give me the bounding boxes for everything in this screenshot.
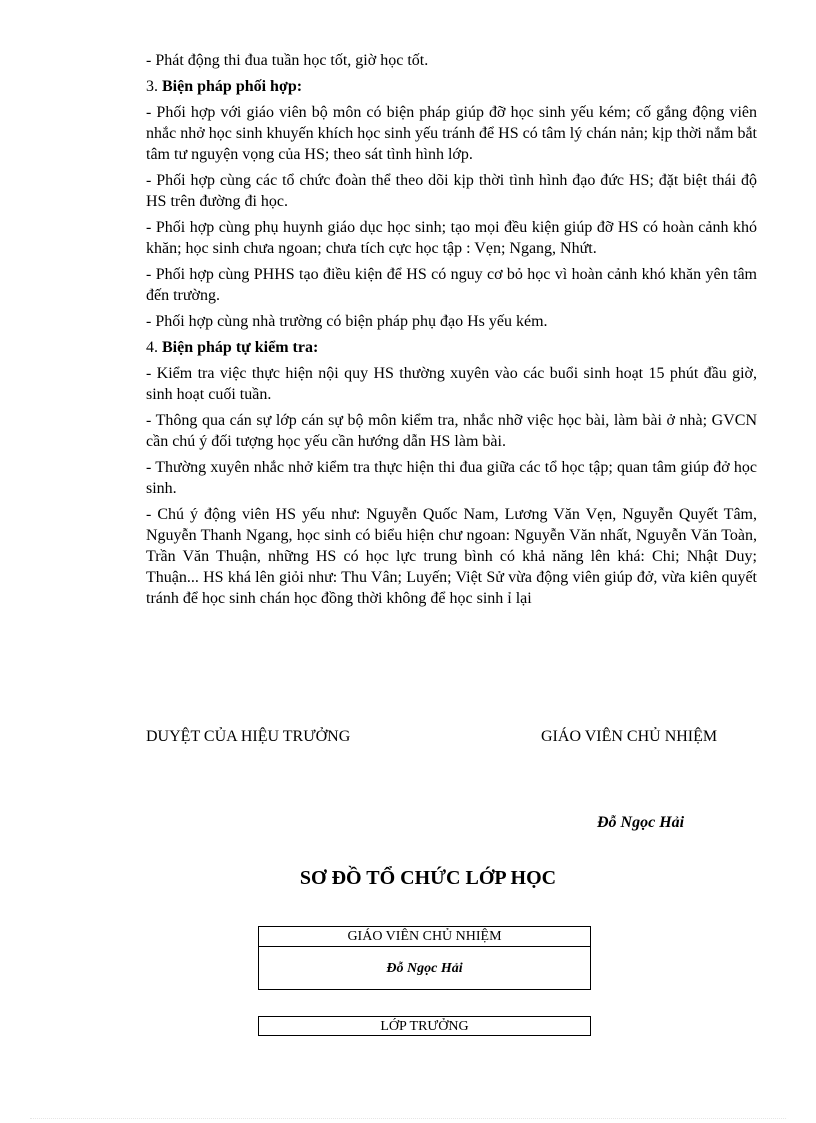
paragraph-coordinate-phhs: - Phối hợp cùng PHHS tạo điều kiện để HS có nguy cơ bỏ học vì hoàn cảnh khó khăn yên tâm đến trường.: [146, 266, 757, 304]
heading-number: 3.: [146, 78, 162, 95]
org-box-header: GIÁO VIÊN CHỦ NHIỆM: [259, 927, 590, 947]
heading-number: 4.: [146, 339, 162, 356]
section-heading-3: [146, 76, 757, 97]
paragraph-check-rules: - Kiểm tra việc thực hiện nội quy HS thường xuyên vào các buổi sinh hoạt 15 phút đầu giờ, sinh hoạt cuối tuần.: [146, 365, 757, 403]
paragraph-encourage-students: - Chú ý động viên HS yếu như: Nguyễn Quốc Nam, Lương Văn Vẹn, Nguyễn Quyết Tâm, Nguyễn Thanh Ngang, học sinh có biểu hiện chư ngoan: Nguyễn Văn nhất, Nguyễn Văn Toàn, Trần Văn Thuận, những HS có học lực trung bình có khả năng lên khá: Chi; Nhật Duy; Thuận... HS khá lên giỏi như: Thu Vân; Luyến; Việt Sử vừa động viên giúp đở, vừa kiên quyết tránh để học sinh chán học đồng thời không để học sinh ỉ lại: [146, 506, 757, 607]
paragraph-reminders: - Thường xuyên nhắc nhở kiểm tra thực hiện thi đua giữa các tổ học tập; quan tâm giúp đở học sinh.: [146, 459, 757, 497]
paragraph-emulation: - Phát động thi đua tuần học tốt, giờ học tốt.: [146, 52, 429, 69]
section-heading-4: [146, 337, 757, 358]
heading-text: Biện pháp tự kiểm tra:: [162, 339, 319, 356]
paragraph-coordinate-parents: - Phối hợp cùng phụ huynh giáo dục học sinh; tạo mọi đều kiện giúp đỡ HS có hoàn cảnh khó khăn; học sinh chưa ngoan; chưa tích cực học tập : Vẹn; Ngang, Nhứt.: [146, 219, 757, 257]
page-bottom-divider: [30, 1118, 786, 1119]
paragraph-coordinate-school: - Phối hợp cùng nhà trường có biện pháp phụ đạo Hs yếu kém.: [146, 313, 548, 330]
paragraph-coordinate-teachers: - Phối hợp với giáo viên bộ môn có biện pháp giúp đỡ học sinh yếu kém; cố gắng động viên nhắc nhở học sinh khuyến khích học sinh yếu tránh để HS có tâm lý chán nản; kịp thời nắm bắt tâm tư nguyện vọng của HS; theo sát tình hình lớp.: [146, 104, 757, 163]
paragraph-coordinate-organizations: - Phối hợp cùng các tổ chức đoàn thể theo dõi kịp thời tình hình đạo đức HS; đặt biệt thái độ HS trên đường đi học.: [146, 172, 757, 210]
org-box-teacher-name: Đỗ Ngọc Hải: [386, 961, 463, 976]
principal-approval-label: DUYỆT CỦA HIỆU TRƯỞNG: [146, 728, 351, 745]
document-body: [146, 50, 757, 614]
org-box-class-monitor: LỚP TRƯỞNG: [258, 1016, 591, 1036]
heading-text: Biện pháp phối hợp:: [162, 78, 303, 95]
paragraph-class-officers: - Thông qua cán sự lớp cán sự bộ môn kiểm tra, nhắc nhỡ việc học bài, làm bài ở nhà; GVCN cần chú ý đối tượng học yếu cần hướng dẫn HS làm bài.: [146, 412, 757, 450]
org-box-homeroom-teacher: [258, 926, 591, 990]
homeroom-teacher-label: GIÁO VIÊN CHỦ NHIỆM: [541, 728, 718, 745]
signer-name: Đỗ Ngọc Hải: [597, 814, 685, 831]
org-chart-title: SƠ ĐỒ TỔ CHỨC LỚP HỌC: [299, 867, 557, 889]
